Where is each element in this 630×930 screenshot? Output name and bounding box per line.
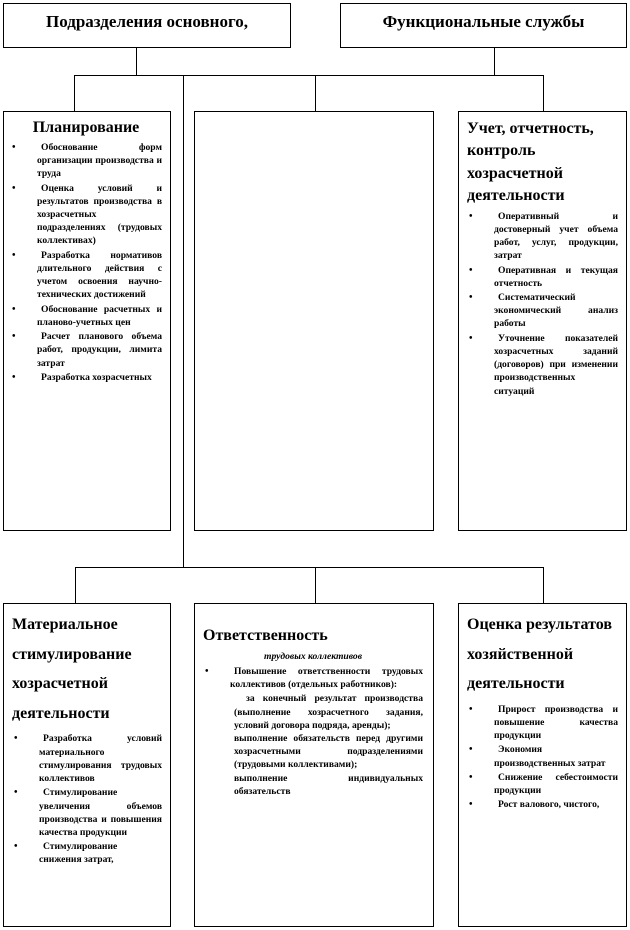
connector-responsibility-drop: [315, 567, 316, 604]
list-item: • Повышение ответственности трудовых коллективов (отдельных работников):: [203, 665, 423, 691]
stimulation-title: Материальное стимулирование хозрасчетной деятельности: [12, 616, 132, 722]
empty-center-box: [194, 111, 434, 531]
main-divisions-box: [3, 3, 291, 48]
responsibility-line: за конечный результат производства (выполнение хозрасчетного задания, условий договора подряда, аренды);: [234, 693, 423, 731]
list-item: • Стимулирование снижения затрат,: [12, 840, 162, 866]
connector-top-horizontal: [74, 75, 544, 76]
evaluation-list: [467, 703, 618, 812]
list-item: • Разработка хозрасчетных: [10, 371, 162, 384]
evaluation-title: Оценка результатов хозяйственной деятельности: [467, 616, 613, 693]
responsibility-subtitle: трудовых коллективов: [264, 650, 362, 662]
list-item: • Разработка условий материального стимулирования трудовых коллективов: [12, 732, 162, 785]
responsibility-line: выполнение индивидуальных обязательств: [234, 772, 423, 797]
planning-list: [10, 141, 162, 384]
stimulation-box: [3, 603, 171, 927]
evaluation-box: [458, 603, 627, 927]
connector-planning-drop: [74, 75, 75, 111]
list-item: • Расчет планового объема работ, продукции, лимита затрат: [10, 330, 162, 370]
list-item: • Обоснование расчетных и планово-учетных цен: [10, 303, 162, 329]
planning-title: Планирование: [32, 119, 140, 136]
connector-stimulation-drop: [75, 567, 76, 604]
list-item: • Обоснование форм организации производства и труда: [10, 141, 162, 181]
accounting-list: [467, 210, 618, 398]
list-item: • Экономия производственных затрат: [467, 743, 618, 769]
list-item: • Уточнение показателей хозрасчетных заданий (договоров) при изменении производственных ситуаций: [467, 332, 618, 398]
connector-accounting-drop: [543, 75, 544, 111]
responsibility-title: Ответственность: [203, 627, 328, 644]
main-divisions-title: Подразделения основного,: [45, 12, 249, 31]
connector-bottom-horizontal: [75, 567, 544, 568]
list-item: • Оценка условий и результатов производства в хозрасчетных подразделениях (трудовых коллективах): [10, 182, 162, 248]
connector-left-top-stem: [136, 47, 137, 75]
stimulation-list: [12, 732, 162, 866]
accounting-title: Учет, отчетность, контроль хозрасчетной деятельности: [467, 120, 594, 205]
responsibility-box: [194, 603, 434, 927]
list-item: • Оперативный и достоверный учет объема работ, услуг, продукции, затрат: [467, 210, 618, 263]
connector-right-top-stem: [494, 47, 495, 75]
responsibility-line: выполнение обязательств перед другими хозрасчетными подразделениями (трудовыми коллективами);: [234, 732, 423, 771]
list-item: • Оперативная и текущая отчетность: [467, 264, 618, 290]
connector-mid-drop: [315, 75, 316, 111]
functional-services-box: [340, 3, 627, 48]
connector-evaluation-drop: [543, 567, 544, 604]
list-item: • Стимулирование увеличения объемов производства и повышения качества продукции: [12, 786, 162, 839]
planning-box: [3, 111, 171, 531]
list-item: • Рост валового, чистого,: [467, 798, 618, 811]
functional-services-title: Функциональные службы: [382, 12, 585, 31]
list-item: • Прирост производства и повышение качества продукции: [467, 703, 618, 743]
responsibility-list: [203, 665, 423, 691]
list-item: • Систематический экономический анализ работы: [467, 291, 618, 331]
list-item: • Снижение себестоимости продукции: [467, 771, 618, 797]
accounting-box: [458, 111, 627, 531]
connector-central-vertical: [183, 75, 184, 567]
list-item: • Разработка нормативов длительного действия с учетом освоения научно-технических достижений: [10, 249, 162, 302]
